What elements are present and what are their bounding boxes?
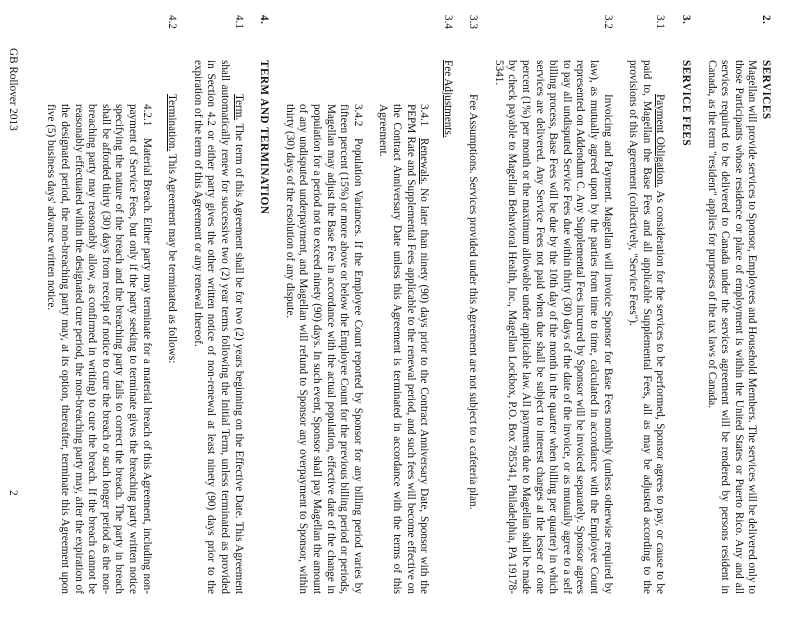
subclause-body: Population Variances. If the Employee Count reported by Sponsor for any billing period varies by fifteen percent (15%) or more above or below the Employee Count for the previous billing period or periods, Magellan may adjust the Base Fee in accordance with the actual population, effective date of the change in population for a period not to exceed ninety (90) days. In such event, Sponsor shall pay Magellan the amount of any undisputed underpayment, and Magellan will refund to Sponsor any overpayment to Sponsor, within thirty (30) days of the resolution of any dispute. xyxy=(283,104,364,594)
subclause-label: Renewals. xyxy=(418,138,431,185)
section-2 xyxy=(704,15,772,594)
section-heading: SERVICES xyxy=(760,60,772,120)
subclause-number: 4.2.1 xyxy=(140,104,153,127)
clause-number: 4.1 xyxy=(232,15,245,29)
clause-3-3 xyxy=(466,15,480,594)
section-number: 3. xyxy=(680,15,693,25)
section-number: 2. xyxy=(760,15,772,25)
subclause-number: 3.4.2 xyxy=(351,104,364,127)
clause-body: Invoicing and Payment. Magellan will invoice Sponsor for Base Fees monthly (unless otherwise required by law), as mutually agreed upon by the parties from time to time, calculated in accordance with the Employee Count represented on Addendum C. Any Supplemental Fees incurred by Sponsor will be invoiced separately. Sponsor agrees to pay all undisputed Service Fees due within thirty (30) days of the date of the invoice, or as mutually agree to a self billing process, Base Fees will be due by the 10th day of the month in the quarter when billing per quarter) in which services are delivered. Any Service Fees not paid when due shall be subject to interest charges at the lesser of one percent (1%) per month or the maximum allowable under applicable law. All payments due to Magellan shall be made by check payable to Magellan Behavioral Health, Inc., Magellan Lockbox, P.O. Box 785341, Philadelphia, PA 19178-5341. xyxy=(492,60,614,594)
subclause-body: No later than ninety (90) days prior to the Contract Anniversary Date, Sponsor with the PEPM Rate and Supplemental Fees applicable to the renewal period, and such fees will become effective on the Contract Anniversary Date unless this Agreement is terminated in accordance with the terms of this Agreement. xyxy=(377,104,431,594)
clause-4-1 xyxy=(190,15,245,594)
clause-number: 3.1 xyxy=(654,15,667,29)
clause-label: Term. xyxy=(232,94,245,121)
subclause-body: Material Breach. Either party may terminate for a material breach of this Agreement, including non-payment of Service Fees, but only if the party seeking to terminate gives the breaching party written notice specifying the nature of the breach and the breaching party fails to correct the breach. The party in breach shall be afforded thirty (30) days from receipt of notice to cure the breach or such longer period as the non-breaching party may reasonably allow, as confirmed in writing) to cure the breach. If the breach cannot be reasonably effectuated within the designated cure period, the non-breaching party may, after the expiration of the designated period, the non-breaching party may, at its option, thereafter, terminate this Agreement upon five (5) business days' advance written notice. xyxy=(45,104,153,594)
clause-3-4 xyxy=(282,15,454,594)
section-number: 4. xyxy=(258,15,271,25)
section-body: Magellan will provide services to Sponsor, Employees and Household Members. The services will be delivered only to those Participants whose residence or place of employment is within the United States or Puerto Rico. Any and all services required to be delivered to Canada under the services agreement will be rendered by persons resident in Canada, as the term "resident" applies for purposes of the tax laws of Canada. xyxy=(705,60,759,594)
footer-document-name: GB Rollover 2013 xyxy=(7,48,19,131)
clause-number: 3.4 xyxy=(441,15,454,29)
section-3 xyxy=(678,15,693,594)
clause-3-1 xyxy=(626,15,667,594)
clause-number: 4.2 xyxy=(166,15,179,29)
subclause-number: 3.4.1 xyxy=(418,104,431,127)
clause-label: Payment Obligation. xyxy=(654,94,667,188)
section-heading: TERM AND TERMINATION xyxy=(258,60,271,215)
clause-4-2 xyxy=(44,15,179,594)
clause-label: Fee Adjustments. xyxy=(441,60,454,138)
clause-body: This Agreement may be terminated as follows: xyxy=(166,151,179,364)
clause-body: As consideration for the services to be performed, Sponsor agrees to pay, or cause to be paid to, Magellan the Base Fees and all applicable Supplemental Fees, all as may be adjusted according to the provisions of this Agreement (collectively, "Service Fees"). xyxy=(627,60,667,594)
clause-body: The term of this Agreement shall be for two (2) years beginning on the Effective Date. This Agreement shall automatically renew for successive two (2) year terms following the Initial Term, unless terminated as provided in Section 4.2 or either party gives the other written notice of non-renewal at least ninety (90) days prior to the expiration of the term of this Agreement or any renewal thereof. xyxy=(191,60,245,594)
section-heading: SERVICE FEES xyxy=(680,60,693,147)
clause-number: 3.3 xyxy=(467,15,480,29)
clause-number: 3.2 xyxy=(601,15,614,29)
page-number: 2 xyxy=(7,490,19,496)
clause-label: Termination. xyxy=(166,94,179,152)
section-4 xyxy=(257,15,271,594)
clause-body: Fee Assumptions. Services provided under this Agreement are not subject to a cafeteria plan. xyxy=(467,94,480,510)
clause-3-2 xyxy=(491,15,614,594)
